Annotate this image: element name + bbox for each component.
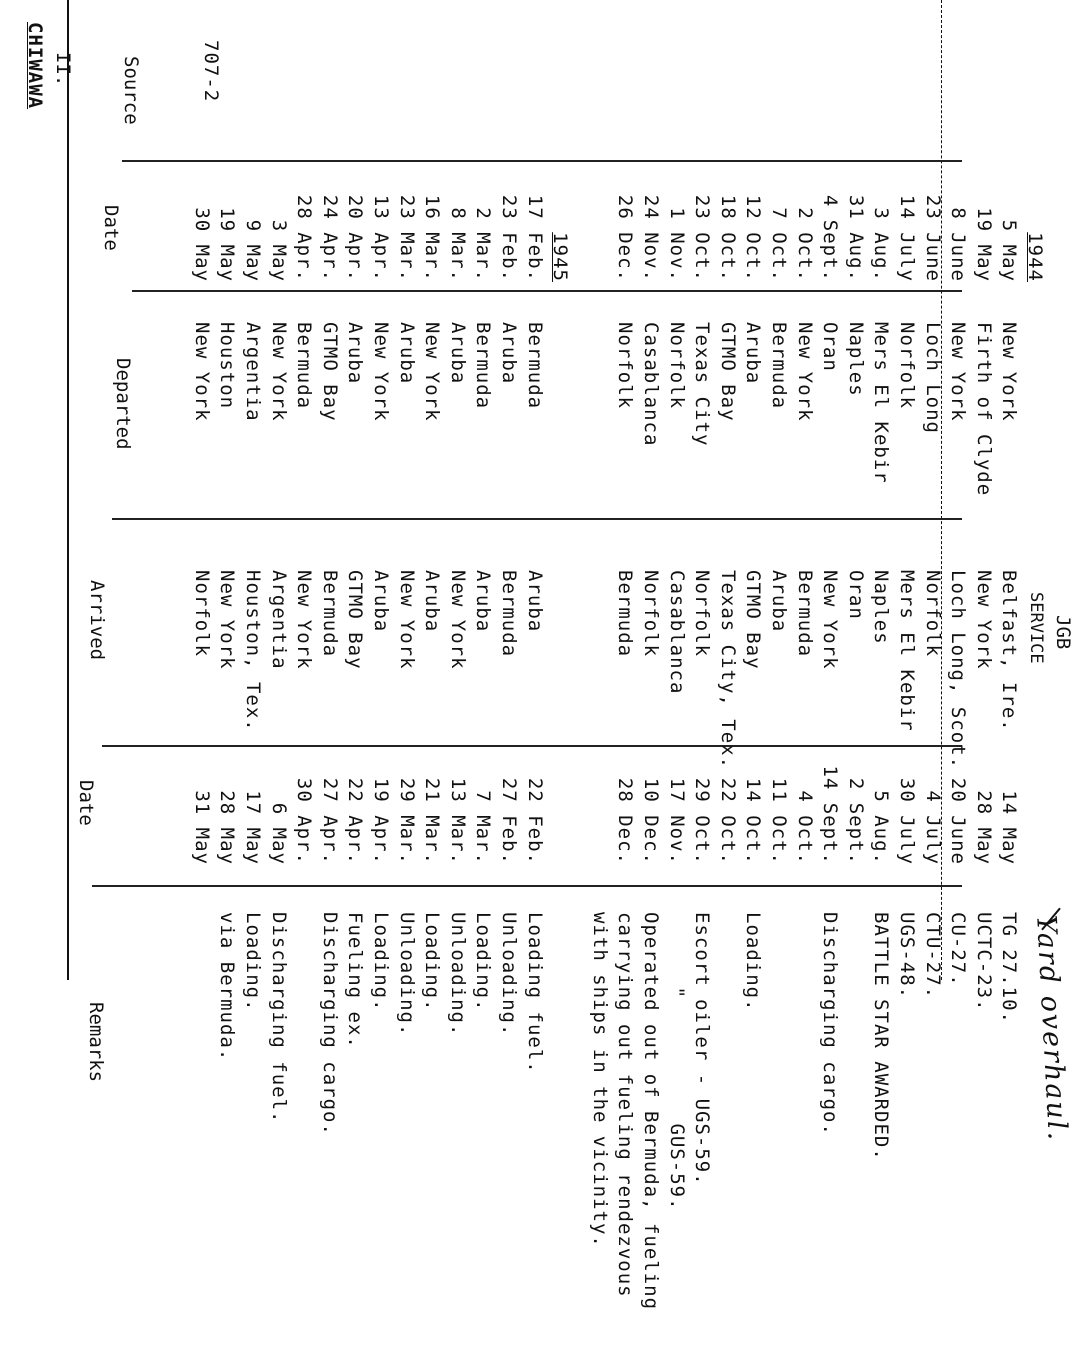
date-departed-cell: 4 Sept.	[819, 194, 842, 282]
date-departed-cell: 7 Oct.	[768, 207, 790, 282]
date-departed-cell: 5 May	[998, 219, 1021, 282]
departed-cell: Bermuda	[523, 322, 546, 410]
date-arrived-cell: 22 Oct.	[716, 777, 739, 865]
date-departed-cell: 23 June	[921, 194, 944, 282]
date-arrived-cell: 5 Aug.	[870, 790, 893, 865]
remarks-cell: Operated out of Bermuda, fueling	[640, 912, 662, 1311]
arrived-cell: Oran	[844, 570, 867, 620]
date-arrived-cell: 17 Nov.	[665, 777, 688, 865]
initials: JGB	[1052, 615, 1074, 650]
col-header-date-arrived: Date	[75, 780, 97, 826]
date-departed-cell: 2 Oct.	[793, 207, 816, 282]
date-departed-cell: 24 Nov.	[640, 194, 662, 282]
arrived-cell: Aruba	[768, 570, 790, 633]
arrived-cell: New York	[293, 570, 316, 670]
date-arrived-cell: 29 Oct.	[691, 777, 714, 865]
col-header-remarks: Remarks	[85, 1002, 107, 1083]
arrived-cell: Mers El Kebir	[896, 570, 918, 732]
departed-cell: Bermuda	[472, 322, 495, 410]
remarks-cell: via Bermuda.	[216, 912, 239, 1062]
date-arrived-cell: 14 Sept.	[819, 765, 842, 865]
arrived-cell: Texas City, Tex.	[716, 570, 739, 770]
date-arrived-cell: 20 June	[947, 777, 970, 865]
remarks-cell: with ships in the vicinity.	[588, 912, 611, 1248]
date-departed-cell: 14 July	[896, 194, 918, 282]
departed-cell: New York	[947, 322, 970, 422]
arrived-cell: Aruba	[370, 570, 392, 633]
remarks-cell: Unloading.	[498, 912, 520, 1037]
departed-cell: New York	[793, 322, 816, 422]
date-arrived-cell: 28 May	[972, 790, 995, 865]
date-arrived-cell: 11 Oct.	[768, 777, 790, 865]
arrived-cell: GTMO Bay	[344, 570, 367, 670]
departed-cell: Loch Long	[921, 322, 944, 434]
departed-cell: Norfolk	[665, 322, 688, 410]
arrived-cell: Bermuda	[318, 570, 341, 658]
date-arrived-cell: 31 May	[190, 790, 213, 865]
ship-name: CHIWAWA	[24, 22, 46, 110]
date-departed-cell: 23 Oct.	[691, 194, 714, 282]
arrived-cell: Argentia	[267, 570, 290, 670]
arrived-cell: Aruba	[523, 570, 546, 633]
arrived-cell: Aruba	[421, 570, 444, 633]
date-departed-cell: 9 May	[242, 219, 264, 282]
date-departed-cell: 24 Apr.	[318, 194, 341, 282]
arrived-cell: Houston, Tex.	[242, 570, 264, 732]
date-departed-cell: 18 Oct.	[716, 194, 739, 282]
date-departed-cell: 28 Apr.	[293, 194, 316, 282]
date-arrived-cell: 28 Dec.	[614, 777, 637, 865]
arrived-cell: Naples	[870, 570, 893, 645]
remarks-cell: Discharging cargo.	[819, 912, 842, 1136]
date-arrived-cell: 17 May	[242, 790, 264, 865]
remarks-cell: Loading.	[421, 912, 444, 1012]
date-departed-cell: 12 Oct.	[742, 194, 765, 282]
departed-cell: New York	[190, 322, 213, 422]
remarks-cell: Loading fuel.	[523, 912, 546, 1074]
date-departed-cell: 17 Feb.	[523, 194, 546, 282]
departed-cell: Argentia	[242, 322, 264, 422]
date-arrived-cell: 22 Apr.	[344, 777, 367, 865]
arrived-cell: Belfast, Ire.	[998, 570, 1021, 732]
date-departed-cell: 1 Nov.	[665, 207, 688, 282]
remarks-cell: Unloading.	[395, 912, 418, 1037]
arrived-cell: Norfolk	[921, 570, 944, 658]
date-departed-cell: 19 May	[216, 207, 239, 282]
date-arrived-cell: 19 Apr.	[370, 777, 392, 865]
arrived-cell: GTMO Bay	[742, 570, 765, 670]
departed-cell: Aruba	[446, 322, 469, 385]
arrived-cell: New York	[446, 570, 469, 670]
arrived-cell: Bermuda	[793, 570, 816, 658]
date-arrived-cell: 21 Mar.	[421, 777, 444, 865]
date-arrived-cell: 30 Apr.	[293, 777, 316, 865]
arrived-cell: Aruba	[472, 570, 495, 633]
ship-number: II.	[52, 52, 74, 87]
remarks-cell: Discharging cargo.	[318, 912, 341, 1136]
arrived-cell: New York	[216, 570, 239, 670]
remarks-cell: Fueling ex.	[344, 912, 367, 1049]
date-arrived-cell: 27 Feb.	[498, 777, 520, 865]
departed-cell: Aruba	[344, 322, 367, 385]
departed-cell: Norfolk	[896, 322, 918, 410]
departed-cell: New York	[267, 322, 290, 422]
remarks-cell: Loading.	[242, 912, 264, 1012]
departed-cell: Aruba	[395, 322, 418, 385]
date-departed-cell: 13 Apr.	[370, 194, 392, 282]
date-departed-cell: 8 Mar.	[446, 207, 469, 282]
arrived-cell: Loch Long, Scot.	[947, 570, 970, 770]
remarks-cell: carrying out fueling rendezvous	[614, 912, 637, 1298]
departed-cell: Naples	[844, 322, 867, 397]
date-arrived-cell: 14 May	[998, 790, 1021, 865]
service-heading: SERVICE	[1026, 592, 1046, 664]
date-arrived-cell: 4 July	[921, 790, 944, 865]
date-arrived-cell: 4 Oct.	[793, 790, 816, 865]
arrived-cell: Norfolk	[640, 570, 662, 658]
remarks-cell: CTU-27.	[921, 912, 944, 1000]
departed-cell: Norfolk	[614, 322, 637, 410]
remarks-cell: CU-27.	[947, 912, 970, 987]
date-arrived-cell: 7 Mar.	[472, 790, 495, 865]
date-departed-cell: 23 Mar.	[395, 194, 418, 282]
arrived-cell: New York	[819, 570, 842, 670]
col-header-date-departed: Date	[100, 205, 122, 251]
date-departed-cell: 16 Mar.	[421, 194, 444, 282]
date-departed-cell: 2 Mar.	[472, 207, 495, 282]
departed-cell: Bermuda	[293, 322, 316, 410]
departed-cell: GTMO Bay	[318, 322, 341, 422]
arrived-cell: Casablanca	[665, 570, 688, 695]
date-arrived-cell: 10 Dec.	[640, 777, 662, 865]
date-arrived-cell: 28 May	[216, 790, 239, 865]
departed-cell: Mers El Kebir	[870, 322, 893, 484]
date-departed-cell: 26 Dec.	[614, 194, 637, 282]
remarks-cell: UCTC-23.	[972, 912, 995, 1012]
handwritten-note: Yard overhaul.	[1030, 914, 1073, 1143]
date-departed-cell: 8 June	[947, 207, 970, 282]
remarks-cell: Unloading.	[446, 912, 469, 1037]
source-reference: 707-2	[200, 40, 222, 103]
date-departed-cell: 19 May	[972, 207, 995, 282]
remarks-cell: Loading.	[742, 912, 765, 1012]
departed-cell: Aruba	[742, 322, 765, 385]
departed-cell: Aruba	[498, 322, 520, 385]
departed-cell: GTMO Bay	[716, 322, 739, 422]
date-departed-cell: 3 Aug.	[870, 207, 893, 282]
date-arrived-cell: 13 Mar.	[446, 777, 469, 865]
date-arrived-cell: 2 Sept.	[844, 777, 867, 865]
col-header-source: Source	[120, 56, 142, 125]
date-arrived-cell: 14 Oct.	[742, 777, 765, 865]
remarks-cell: Loading.	[472, 912, 495, 1012]
date-arrived-cell: 6 May	[267, 802, 290, 865]
remarks-cell: Discharging fuel.	[267, 912, 290, 1124]
departed-cell: New York	[421, 322, 444, 422]
arrived-cell: New York	[395, 570, 418, 670]
date-departed-cell: 31 Aug.	[844, 194, 867, 282]
remarks-cell: Loading.	[370, 912, 392, 1012]
departed-cell: Bermuda	[768, 322, 790, 410]
remarks-cell: UGS-48.	[896, 912, 918, 1000]
remarks-cell: BATTLE STAR AWARDED.	[870, 912, 893, 1161]
year-heading: 1944	[1024, 232, 1046, 282]
arrived-cell: New York	[972, 570, 995, 670]
departed-cell: Casablanca	[640, 322, 662, 447]
departed-cell: Oran	[819, 322, 842, 372]
arrived-cell: Bermuda	[614, 570, 637, 658]
departed-cell: Texas City	[691, 322, 714, 447]
year-heading: 1945	[549, 232, 572, 282]
col-header-arrived: Arrived	[86, 580, 108, 661]
arrived-cell: Bermuda	[498, 570, 520, 658]
date-departed-cell: 23 Feb.	[498, 194, 520, 282]
arrived-cell: Norfolk	[190, 570, 213, 658]
departed-cell: Firth of Clyde	[972, 322, 995, 497]
date-departed-cell: 3 May	[267, 219, 290, 282]
arrived-cell: Norfolk	[691, 570, 714, 658]
date-arrived-cell: 30 July	[896, 777, 918, 865]
remarks-cell: " GUS-59.	[665, 912, 688, 1211]
departed-cell: Houston	[216, 322, 239, 410]
departed-cell: New York	[998, 322, 1021, 422]
remarks-cell: Escort oiler - UGS-59.	[691, 912, 714, 1186]
remarks-cell: TG 27.10.	[998, 912, 1021, 1024]
date-departed-cell: 20 Apr.	[344, 194, 367, 282]
date-arrived-cell: 29 Mar.	[395, 777, 418, 865]
departed-cell: New York	[370, 322, 392, 422]
date-arrived-cell: 27 Apr.	[318, 777, 341, 865]
date-departed-cell: 30 May	[190, 207, 213, 282]
date-arrived-cell: 22 Feb.	[523, 777, 546, 865]
col-header-departed: Departed	[112, 358, 134, 450]
